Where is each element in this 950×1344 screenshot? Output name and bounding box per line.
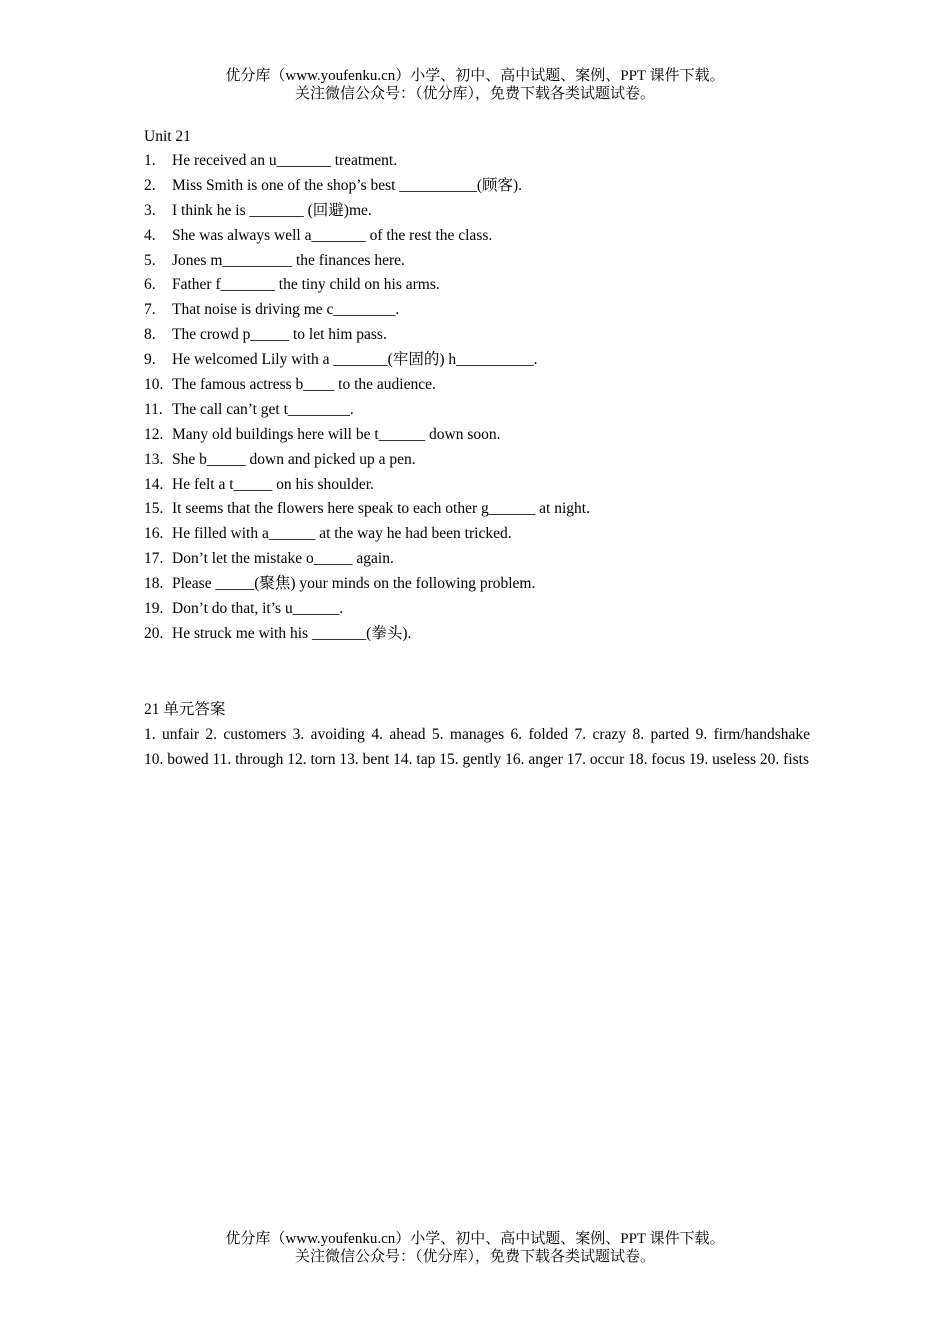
answer-key (144, 722, 810, 772)
question-item (144, 622, 810, 647)
page-header (0, 67, 950, 103)
question-item (144, 323, 810, 348)
question-item (144, 448, 810, 473)
question-text: Please _____(聚焦) your minds on the following problem. (172, 575, 536, 593)
question-text: Don’t let the mistake o_____ again. (172, 550, 394, 568)
question-text: It seems that the flowers here speak to each other g______ at night. (172, 500, 590, 518)
question-item (144, 348, 810, 373)
header-line-2: 关注微信公众号：（优分库），免费下载各类试题试卷。 (294, 86, 655, 102)
answer-item: 3. avoiding (292, 725, 365, 743)
answer-item: 15. gently (439, 750, 502, 768)
answer-item: 2. customers (205, 725, 287, 743)
question-number: 13. (144, 450, 164, 468)
question-text: She b_____ down and picked up a pen. (172, 450, 416, 468)
question-text: Miss Smith is one of the shop’s best __________(顾客). (172, 176, 523, 194)
question-text: He welcomed Lily with a _______(牢固的) h__________. (172, 351, 538, 369)
question-item (144, 174, 810, 199)
question-item (144, 149, 810, 174)
question-number: 17. (144, 550, 164, 568)
question-text: He filled with a______ at the way he had been tricked. (172, 525, 512, 543)
question-item (144, 572, 810, 597)
answer-item: 19. useless (688, 750, 757, 768)
footer-line-1: 优分库（www.youfenku.cn）小学、初中、高中试题、案例、PPT 课件下载。 (225, 1231, 725, 1247)
answer-item: 7. crazy (574, 725, 627, 743)
question-text: Don’t do that, it’s u______. (172, 600, 344, 618)
question-text: He received an u_______ treatment. (172, 152, 398, 169)
answer-item: 8. parted (632, 725, 690, 743)
answer-item: 5. manages (431, 725, 505, 743)
header-line-1: 优分库（www.youfenku.cn）小学、初中、高中试题、案例、PPT 课件下载。 (225, 68, 725, 84)
question-text: The call can’t get t________. (172, 400, 354, 418)
question-number: 5. (144, 251, 156, 269)
answer-item: 9. firm/handshake (695, 725, 811, 743)
question-text: I think he is _______ (回避)me. (172, 201, 372, 219)
question-number: 6. (144, 276, 156, 294)
question-item (144, 423, 810, 448)
question-number: 11. (144, 400, 163, 418)
question-text: He felt a t_____ on his shoulder. (172, 475, 374, 493)
question-list (144, 149, 810, 647)
question-number: 2. (144, 176, 156, 194)
question-item (144, 473, 810, 498)
answer-item: 14. tap (393, 750, 436, 768)
answer-item: 17. occur (566, 750, 625, 768)
question-number: 14. (144, 475, 164, 493)
question-number: 19. (144, 600, 164, 618)
question-item (144, 547, 810, 572)
answer-item: 12. torn (287, 750, 336, 768)
question-number: 8. (144, 326, 156, 344)
footer-line-2: 关注微信公众号：（优分库），免费下载各类试题试卷。 (294, 1249, 655, 1265)
answer-item: 11. through (212, 750, 284, 768)
question-item (144, 249, 810, 274)
question-text: That noise is driving me c________. (172, 301, 400, 319)
question-item (144, 597, 810, 622)
unit-title: Unit 21 (144, 128, 191, 145)
section-spacer (144, 647, 810, 697)
answer-item: 20. fists (759, 750, 810, 768)
question-number: 20. (144, 624, 164, 642)
question-number: 15. (144, 500, 164, 518)
answer-item: 4. ahead (371, 725, 426, 743)
question-number: 12. (144, 425, 164, 443)
question-text: She was always well a_______ of the rest the class. (172, 226, 493, 244)
question-item (144, 522, 810, 547)
question-number: 7. (144, 301, 156, 319)
answers-title: 21 单元答案 (144, 700, 226, 718)
question-text: Many old buildings here will be t______ down soon. (172, 425, 501, 443)
document-body (144, 124, 810, 772)
question-number: 18. (144, 575, 164, 593)
question-item (144, 373, 810, 398)
question-text: Father f_______ the tiny child on his arms. (172, 276, 440, 294)
page-footer (0, 1230, 950, 1266)
question-text: The crowd p_____ to let him pass. (172, 326, 387, 344)
question-number: 1. (144, 152, 156, 169)
question-number: 4. (144, 226, 156, 244)
question-number: 16. (144, 525, 164, 543)
question-item (144, 199, 810, 224)
question-text: The famous actress b____ to the audience. (172, 376, 436, 394)
answer-item: 13. bent (339, 750, 390, 768)
answer-item: 10. bowed (144, 750, 209, 768)
question-number: 9. (144, 351, 156, 369)
question-text: Jones m_________ the finances here. (172, 251, 405, 269)
answer-item: 16. anger (505, 750, 563, 768)
question-item (144, 224, 810, 249)
question-number: 3. (144, 201, 156, 219)
answer-item: 18. focus (628, 750, 685, 768)
question-item (144, 398, 810, 423)
answer-item: 6. folded (510, 725, 569, 743)
answer-item: 1. unfair (144, 725, 200, 743)
question-item (144, 497, 810, 522)
question-text: He struck me with his _______(拳头). (172, 624, 412, 642)
question-item (144, 298, 810, 323)
question-number: 10. (144, 376, 164, 394)
question-item (144, 273, 810, 298)
